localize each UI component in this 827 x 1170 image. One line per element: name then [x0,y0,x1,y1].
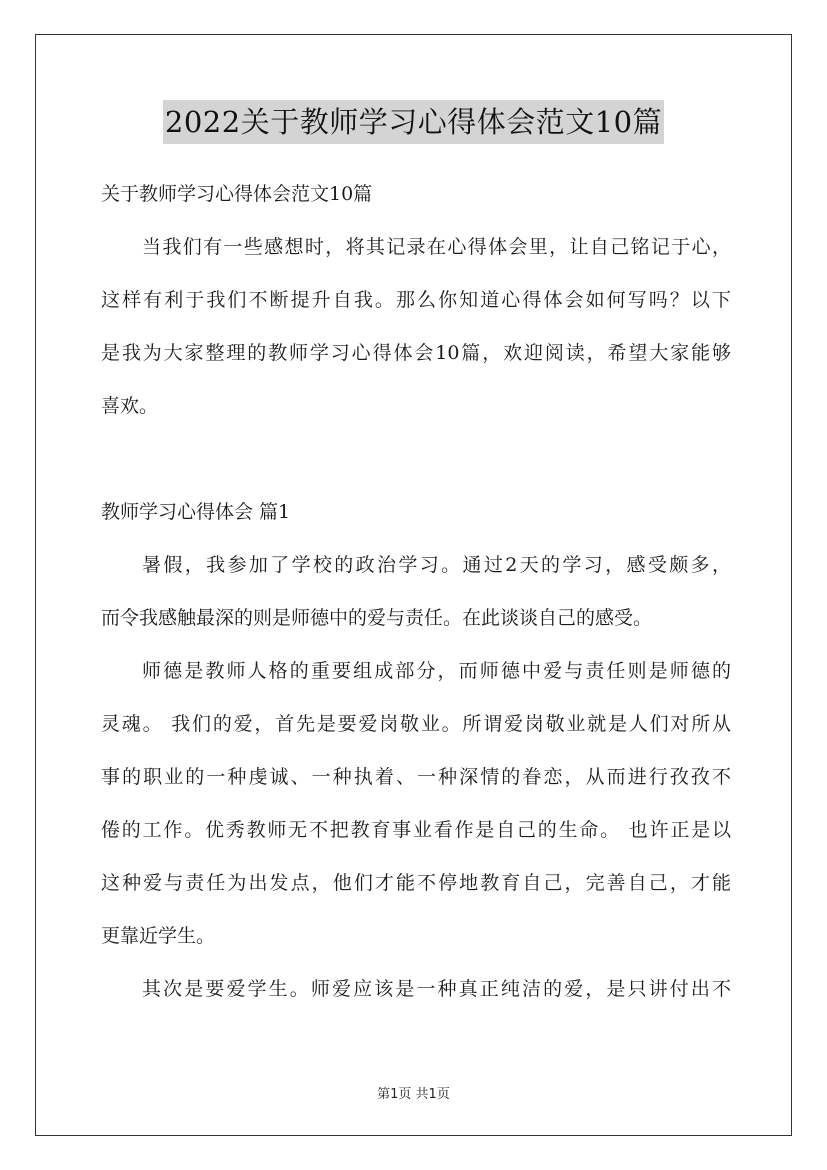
document-title: 2022关于教师学习心得体会范文10篇 [163,100,664,144]
paragraph-line: 师德是教师人格的重要组成部分，而师德中爱与责任则是师德的 [142,660,731,682]
paragraph-line: 灵魂。 我们的爱，首先是要爱岗敬业。所谓爱岗敬业就是人们对所从 [101,713,731,735]
paragraph-1 [101,539,731,645]
paragraph-2 [101,645,731,963]
paragraph-gap [101,433,731,486]
paragraph-line: 这种爱与责任为出发点，他们才能不停地教育自己，完善自己，才能 [101,872,731,894]
paragraph-line: 倦的工作。优秀教师无不把教育事业看作是自己的生命。 也许正是以 [101,819,731,841]
intro-line: 喜欢。 [101,395,159,417]
paragraph-line: 事的职业的一种虔诚、一种执着、一种深情的眷恋，从而进行孜孜不 [101,766,731,788]
document-subtitle: 关于教师学习心得体会范文10篇 [101,183,373,205]
page-footer [0,1083,827,1102]
intro-line: 是我为大家整理的教师学习心得体会10篇，欢迎阅读，希望大家能够 [101,342,731,364]
page-number: 第1页 共1页 [377,1087,450,1102]
title-wrap [0,100,827,144]
paragraph-line: 而令我感触最深的则是师德中的爱与责任。在此谈谈自己的感受。 [101,607,653,629]
document-body [101,168,731,1016]
intro-line: 这样有利于我们不断提升自我。那么你知道心得体会如何写吗？以下 [101,289,731,311]
paragraph-line: 其次是要爱学生。师爱应该是一种真正纯洁的爱，是只讲付出不 [142,978,731,1000]
paragraph-line: 暑假，我参加了学校的政治学习。通过2天的学习，感受颇多， [142,554,731,576]
section-heading: 教师学习心得体会 篇1 [101,501,291,523]
paragraph-3 [101,963,731,1016]
intro-paragraph [101,221,731,433]
paragraph-line: 更靠近学生。 [101,925,216,947]
intro-line: 当我们有一些感想时，将其记录在心得体会里，让自己铭记于心， [142,236,731,258]
